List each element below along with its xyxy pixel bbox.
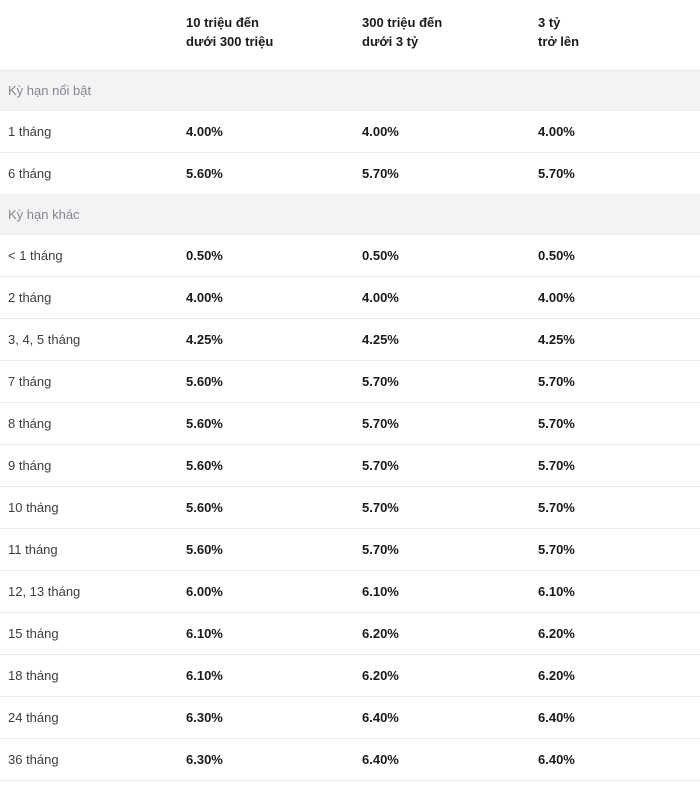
- row-term: 10 tháng: [0, 486, 186, 528]
- row-value-tier3: 6.40%: [538, 738, 700, 780]
- table-row: [0, 486, 700, 528]
- row-value-tier2: 5.70%: [362, 528, 538, 570]
- row-value-tier2: 5.70%: [362, 402, 538, 444]
- row-value-tier3: 6.10%: [538, 570, 700, 612]
- row-value-tier2: 6.10%: [362, 570, 538, 612]
- row-term: 2 tháng: [0, 276, 186, 318]
- row-value-tier1: 4.25%: [186, 318, 362, 360]
- row-value-tier2: 5.70%: [362, 152, 538, 194]
- row-value-tier1: 6.10%: [186, 654, 362, 696]
- row-term: 18 tháng: [0, 654, 186, 696]
- table-row: [0, 528, 700, 570]
- row-value-tier1: 4.00%: [186, 276, 362, 318]
- row-term: 11 tháng: [0, 528, 186, 570]
- table-header: [0, 0, 700, 70]
- table-row: [0, 696, 700, 738]
- row-value-tier2: 4.00%: [362, 110, 538, 152]
- row-value-tier3: 5.70%: [538, 486, 700, 528]
- row-term: 24 tháng: [0, 696, 186, 738]
- row-term: 15 tháng: [0, 612, 186, 654]
- table-row: [0, 276, 700, 318]
- row-term: 36 tháng: [0, 738, 186, 780]
- row-term: 3, 4, 5 tháng: [0, 318, 186, 360]
- row-value-tier3: 4.00%: [538, 276, 700, 318]
- row-value-tier1: 6.10%: [186, 612, 362, 654]
- table-body: [0, 70, 700, 780]
- row-value-tier2: 5.70%: [362, 444, 538, 486]
- column-header-tier1-line1: 10 triệu đến: [186, 15, 259, 30]
- column-header-tier2: [362, 0, 538, 70]
- table-row: [0, 444, 700, 486]
- table-row: [0, 570, 700, 612]
- row-term: 1 tháng: [0, 110, 186, 152]
- table-row: [0, 318, 700, 360]
- table-header-row: [0, 0, 700, 70]
- row-term: 6 tháng: [0, 152, 186, 194]
- row-value-tier2: 6.40%: [362, 738, 538, 780]
- column-header-tier3-line1: 3 tỷ: [538, 15, 561, 30]
- column-header-tier1-line2: dưới 300 triệu: [186, 33, 274, 49]
- row-value-tier3: 0.50%: [538, 234, 700, 276]
- row-value-tier3: 5.70%: [538, 152, 700, 194]
- row-value-tier2: 4.25%: [362, 318, 538, 360]
- row-term: 12, 13 tháng: [0, 570, 186, 612]
- row-value-tier2: 6.40%: [362, 696, 538, 738]
- table-row: [0, 654, 700, 696]
- row-value-tier2: 0.50%: [362, 234, 538, 276]
- row-value-tier1: 5.60%: [186, 444, 362, 486]
- table-row: [0, 360, 700, 402]
- row-value-tier1: 5.60%: [186, 402, 362, 444]
- row-value-tier1: 4.00%: [186, 110, 362, 152]
- row-value-tier2: 5.70%: [362, 486, 538, 528]
- row-term: < 1 tháng: [0, 234, 186, 276]
- row-value-tier3: 5.70%: [538, 360, 700, 402]
- table-row: [0, 612, 700, 654]
- row-value-tier2: 6.20%: [362, 612, 538, 654]
- section-header-row: [0, 70, 700, 110]
- row-value-tier1: 5.60%: [186, 152, 362, 194]
- row-value-tier3: 6.40%: [538, 696, 700, 738]
- row-value-tier1: 6.30%: [186, 696, 362, 738]
- column-header-tier1: [186, 0, 362, 70]
- row-value-tier3: 6.20%: [538, 612, 700, 654]
- row-value-tier1: 6.30%: [186, 738, 362, 780]
- row-value-tier2: 6.20%: [362, 654, 538, 696]
- row-value-tier2: 5.70%: [362, 360, 538, 402]
- column-header-term: [0, 0, 186, 70]
- table-row: [0, 738, 700, 780]
- section-title: Kỳ hạn khác: [0, 194, 700, 234]
- column-header-tier3-line2: trở lên: [538, 33, 580, 49]
- row-value-tier3: 5.70%: [538, 528, 700, 570]
- row-value-tier1: 5.60%: [186, 360, 362, 402]
- row-value-tier2: 4.00%: [362, 276, 538, 318]
- row-value-tier3: 4.25%: [538, 318, 700, 360]
- row-value-tier1: 5.60%: [186, 486, 362, 528]
- row-term: 8 tháng: [0, 402, 186, 444]
- section-title: Kỳ hạn nổi bật: [0, 70, 700, 110]
- row-value-tier1: 0.50%: [186, 234, 362, 276]
- table-row: [0, 402, 700, 444]
- section-header-row: [0, 194, 700, 234]
- row-value-tier3: 5.70%: [538, 402, 700, 444]
- row-term: 9 tháng: [0, 444, 186, 486]
- table-row: [0, 234, 700, 276]
- column-header-tier2-line1: 300 triệu đến: [362, 15, 443, 30]
- column-header-tier3: [538, 0, 700, 70]
- column-header-tier2-line2: dưới 3 tỷ: [362, 33, 419, 49]
- row-value-tier3: 6.20%: [538, 654, 700, 696]
- row-value-tier3: 5.70%: [538, 444, 700, 486]
- row-value-tier3: 4.00%: [538, 110, 700, 152]
- row-value-tier1: 6.00%: [186, 570, 362, 612]
- table-row: [0, 152, 700, 194]
- row-value-tier1: 5.60%: [186, 528, 362, 570]
- row-term: 7 tháng: [0, 360, 186, 402]
- table-row: [0, 110, 700, 152]
